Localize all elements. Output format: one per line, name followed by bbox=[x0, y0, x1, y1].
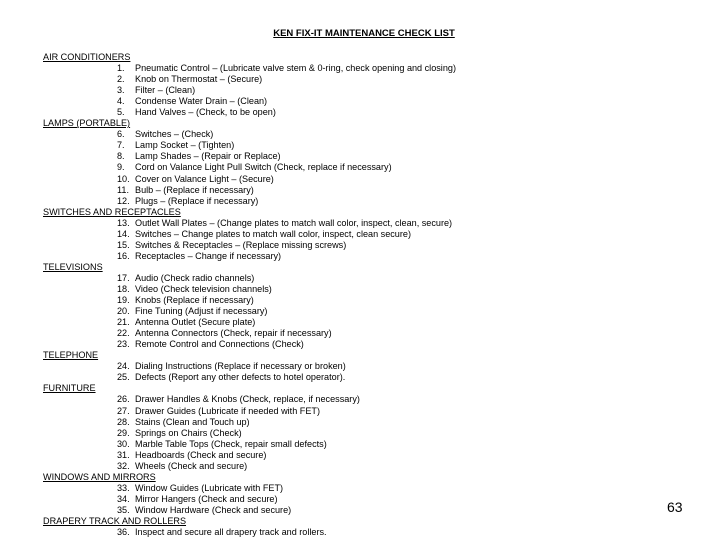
item-text: Lamp Shades – (Repair or Replace) bbox=[135, 151, 281, 162]
item-text: Video (Check television channels) bbox=[135, 283, 272, 294]
checklist-item bbox=[43, 284, 683, 295]
item-text: Pneumatic Control – (Lubricate valve stem & 0-ring, check opening and closing) bbox=[135, 63, 456, 74]
item-text: Antenna Connectors (Check, repair if necessary) bbox=[135, 328, 332, 339]
item-text: Marble Table Tops (Check, repair small defects) bbox=[135, 438, 327, 449]
section-heading: WINDOWS AND MIRRORS bbox=[43, 471, 156, 482]
checklist-item bbox=[43, 218, 683, 229]
checklist-item bbox=[43, 85, 683, 96]
item-text: Defects (Report any other defects to hotel operator). bbox=[135, 372, 346, 383]
item-text: Switches – (Check) bbox=[135, 129, 214, 140]
item-text: Remote Control and Connections (Check) bbox=[135, 339, 304, 350]
checklist-item bbox=[43, 406, 683, 417]
checklist-item bbox=[43, 339, 683, 350]
checklist-item bbox=[43, 439, 683, 450]
item-number: 36. bbox=[117, 527, 130, 538]
item-number: 20. bbox=[117, 306, 130, 317]
checklist-item bbox=[43, 240, 683, 251]
checklist-item bbox=[43, 129, 683, 140]
item-number: 31. bbox=[117, 449, 130, 460]
item-number: 33. bbox=[117, 482, 130, 493]
checklist-item bbox=[43, 151, 683, 162]
item-text: Cord on Valance Light Pull Switch (Check, replace if necessary) bbox=[135, 162, 392, 173]
item-text: Knob on Thermostat – (Secure) bbox=[135, 74, 263, 85]
checklist-item bbox=[43, 185, 683, 196]
checklist-item bbox=[43, 306, 683, 317]
item-text: Drawer Guides (Lubricate if needed with FET) bbox=[135, 405, 320, 416]
item-number: 1. bbox=[117, 63, 125, 74]
item-number: 6. bbox=[117, 129, 125, 140]
item-text: Outlet Wall Plates – (Change plates to match wall color, inspect, clean, secure) bbox=[135, 217, 453, 228]
item-text: Condense Water Drain – (Clean) bbox=[135, 96, 268, 107]
item-text: Mirror Hangers (Check and secure) bbox=[135, 493, 278, 504]
checklist-item bbox=[43, 417, 683, 428]
item-text: Switches – Change plates to match wall color, inspect, clean secure) bbox=[135, 228, 411, 239]
checklist-item bbox=[43, 317, 683, 328]
checklist-item bbox=[43, 505, 683, 516]
item-number: 7. bbox=[117, 140, 125, 151]
section-heading: SWITCHES AND RECEPTACLES bbox=[43, 206, 181, 217]
item-number: 28. bbox=[117, 416, 130, 427]
item-number: 18. bbox=[117, 283, 130, 294]
item-text: Receptacles – Change if necessary) bbox=[135, 250, 282, 261]
item-text: Plugs – (Replace if necessary) bbox=[135, 195, 259, 206]
item-number: 13. bbox=[117, 217, 130, 228]
item-text: Audio (Check radio channels) bbox=[135, 272, 255, 283]
item-text: Switches & Receptacles – (Replace missing screws) bbox=[135, 239, 347, 250]
item-text: Antenna Outlet (Secure plate) bbox=[135, 317, 256, 328]
item-number: 19. bbox=[117, 295, 130, 306]
checklist-item bbox=[43, 295, 683, 306]
section-heading: FURNITURE bbox=[43, 383, 96, 394]
checklist-item bbox=[43, 174, 683, 185]
item-number: 11. bbox=[117, 184, 129, 195]
checklist bbox=[43, 52, 683, 538]
section-heading: TELEPHONE bbox=[43, 350, 99, 361]
item-number: 21. bbox=[117, 317, 130, 328]
checklist-item bbox=[43, 527, 683, 538]
item-number: 29. bbox=[117, 427, 130, 438]
page-title: KEN FIX-IT MAINTENANCE CHECK LIST bbox=[273, 28, 455, 39]
checklist-item bbox=[43, 63, 683, 74]
item-text: Window Guides (Lubricate with FET) bbox=[135, 482, 284, 493]
item-number: 15. bbox=[117, 239, 130, 250]
item-number: 14. bbox=[117, 228, 130, 239]
item-text: Knobs (Replace if necessary) bbox=[135, 295, 254, 306]
item-text: Inspect and secure all drapery track and rollers. bbox=[135, 527, 327, 538]
item-number: 32. bbox=[117, 460, 130, 471]
checklist-item bbox=[43, 361, 683, 372]
checklist-item bbox=[43, 494, 683, 505]
checklist-item bbox=[43, 229, 683, 240]
checklist-item bbox=[43, 196, 683, 207]
checklist-item bbox=[43, 162, 683, 173]
item-text: Lamp Socket – (Tighten) bbox=[135, 140, 235, 151]
page-number: 63 bbox=[667, 499, 683, 515]
item-number: 3. bbox=[117, 85, 125, 96]
item-text: Hand Valves – (Check, to be open) bbox=[135, 107, 276, 118]
checklist-item bbox=[43, 450, 683, 461]
section-heading: TELEVISIONS bbox=[43, 261, 103, 272]
checklist-item bbox=[43, 328, 683, 339]
item-number: 16. bbox=[117, 250, 130, 261]
checklist-item bbox=[43, 140, 683, 151]
item-text: Window Hardware (Check and secure) bbox=[135, 504, 292, 515]
item-text: Springs on Chairs (Check) bbox=[135, 427, 242, 438]
item-number: 35. bbox=[117, 504, 130, 515]
item-number: 26. bbox=[117, 394, 130, 405]
checklist-item bbox=[43, 372, 683, 383]
item-text: Cover on Valance Light – (Secure) bbox=[135, 173, 274, 184]
checklist-item bbox=[43, 428, 683, 439]
checklist-item bbox=[43, 107, 683, 118]
item-number: 2. bbox=[117, 74, 125, 85]
item-text: Drawer Handles & Knobs (Check, replace, if necessary) bbox=[135, 394, 360, 405]
item-text: Stains (Clean and Touch up) bbox=[135, 416, 250, 427]
section-heading: DRAPERY TRACK AND ROLLERS bbox=[43, 515, 187, 526]
checklist-item bbox=[43, 273, 683, 284]
checklist-item bbox=[43, 461, 683, 472]
checklist-item bbox=[43, 251, 683, 262]
checklist-item bbox=[43, 483, 683, 494]
item-number: 22. bbox=[117, 328, 130, 339]
item-text: Dialing Instructions (Replace if necessary or broken) bbox=[135, 361, 346, 372]
item-number: 25. bbox=[117, 372, 130, 383]
item-text: Bulb – (Replace if necessary) bbox=[135, 184, 254, 195]
item-number: 23. bbox=[117, 339, 130, 350]
checklist-item bbox=[43, 394, 683, 405]
item-text: Wheels (Check and secure) bbox=[135, 460, 248, 471]
item-text: Filter – (Clean) bbox=[135, 85, 196, 96]
item-number: 12. bbox=[117, 195, 130, 206]
item-number: 8. bbox=[117, 151, 125, 162]
item-text: Headboards (Check and secure) bbox=[135, 449, 267, 460]
item-number: 17. bbox=[117, 272, 130, 283]
section-heading: LAMPS (PORTABLE) bbox=[43, 118, 131, 129]
item-number: 34. bbox=[117, 493, 130, 504]
checklist-item bbox=[43, 96, 683, 107]
item-number: 27. bbox=[117, 405, 130, 416]
checklist-item bbox=[43, 74, 683, 85]
item-number: 9. bbox=[117, 162, 125, 173]
item-text: Fine Tuning (Adjust if necessary) bbox=[135, 306, 268, 317]
item-number: 4. bbox=[117, 96, 125, 107]
section-heading: AIR CONDITIONERS bbox=[43, 52, 131, 62]
item-number: 10. bbox=[117, 173, 130, 184]
item-number: 30. bbox=[117, 438, 130, 449]
item-number: 5. bbox=[117, 107, 125, 118]
item-number: 24. bbox=[117, 361, 130, 372]
